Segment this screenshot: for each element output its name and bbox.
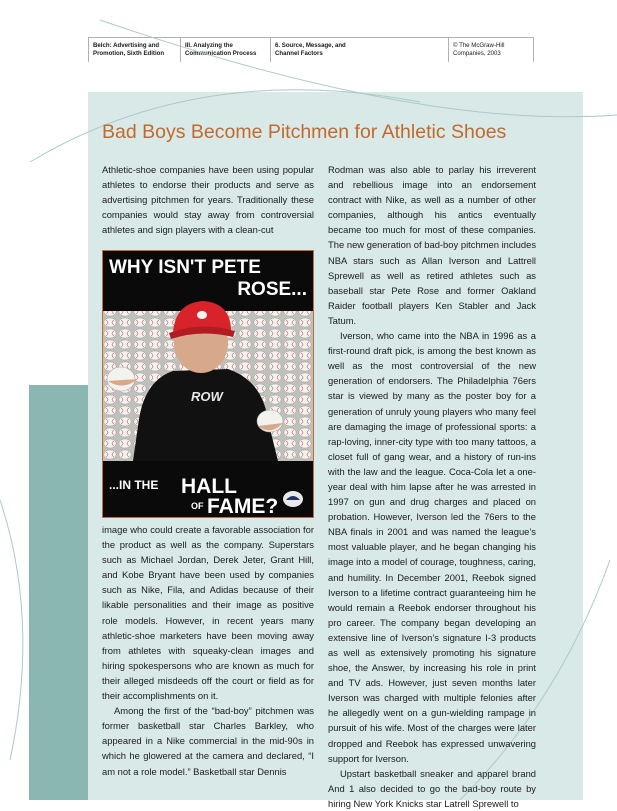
poster-footer-fame: FAME? — [207, 495, 279, 517]
poster-headline-2: ROSE... — [237, 279, 307, 300]
paragraph: Iverson, who came into the NBA in 1996 as a first-round draft pick, is among the best known as well as the most controversial of the new generation of endorsers. The Philadelphia 76ers star is viewed by many as the poster boy for a generation of unruly young players who many feel are damaging the image of professional sports: a rap-loving, inner-city type with too many tattoos, a closet full of gang wear, and a history of run-ins with the law and the league. Coca-Cola let a one-year deal with him lapse after he was arrested in 1997 on gun and drug charges and placed on probation. However, Iverson led the 76ers to the NBA finals in 2001 and was named the league’s most valuable player, and he began changing his image into a model of courage, toughness, caring, and humility. In December 2001, Reebok signed Iverson to a lifetime contract guaranteeing him he would remain a Reebok endorser throughout his pro career. The company began developing an extensive line of Iverson’s signature I-3 products as well as extensively promoting his signature shoe, the Answer, by increasing his role in print and TV ads. However, just seven months later Iverson was charged with multiple felonies after he allegedly went on a gun-wielding rampage in pursuit of his wife. Most of the charges were later dropped and Reebok has expressed unwavering support for Iverson. — [328, 330, 536, 764]
header-chapter: 6. Source, Message, and Channel Factors — [270, 38, 448, 62]
accent-bar — [29, 385, 88, 800]
article-title: Bad Boys Become Pitchmen for Athletic Shoes — [102, 121, 507, 143]
column-1-top — [102, 162, 314, 237]
poster-footer-in-the: ...IN THE — [109, 478, 159, 492]
paragraph: Athletic-shoe companies have been using popular athletes to endorse their products and serve as advertising pitchmen for years. Traditionally these companies would stay away from controversial athletes and sign players with a clean-cut — [102, 164, 314, 236]
poster-illustration — [103, 251, 313, 517]
header-part: III. Analyzing the Communication Process — [180, 38, 270, 62]
shirt-logo: ROW — [191, 389, 223, 404]
baseball-left — [107, 367, 135, 391]
paragraph: Among the first of the “bad-boy” pitchmen was former basketball star Charles Barkley, who appeared in a Nike commercial in the mid-90s in which he glowered at the camera and declared, “I am not a role model.” Basketball star Dennis — [102, 705, 314, 777]
paragraph: Upstart basketball sneaker and apparel brand And 1 also decided to go the bad-boy route by hiring New York Knicks star Latrell Sprewell to — [328, 767, 536, 809]
header-book-title: Belch: Advertising and Promotion, Sixth Edition — [88, 38, 180, 62]
column-2 — [328, 162, 536, 811]
paragraph: image who could create a favorable association for the product as well as the company. Superstars such as Michael Jordan, Derek Jeter, Grant Hill, and Kobe Bryant have been used by companies such as Nike, Fila, and Adidas because of their likable personalities and their image as positive role models. However, in recent years many athletic-shoe marketers have been moving away from athletes with squeaky-clean images and hiring spokespersons who are known as much for their alleged misdeeds off the court or field as for their accomplishments on it. — [102, 524, 314, 702]
running-header — [88, 37, 534, 62]
pete-rose-poster — [102, 250, 314, 518]
hall-of-fame-logo-icon — [283, 491, 303, 507]
poster-footer-of: OF — [191, 501, 204, 511]
column-1-bottom — [102, 522, 314, 779]
paragraph: Rodman was also able to parlay his irreverent and rebellious image into an endorsement contract with Nike, as well as a number of other companies, although his antics eventually became too much for most of these companies. The new generation of bad-boy pitchmen includes NBA stars such as Allan Iverson and Lattrell Sprewell as well as retired athletes such as baseball star Pete Rose and former Oakland Raider football players Ken Stabler and Jack Tatum. — [328, 164, 536, 326]
header-copyright: © The McGraw-Hill Companies, 2003 — [448, 38, 534, 62]
poster-footer-hall: HALL — [181, 475, 237, 498]
poster-headline-1: WHY ISN'T PETE — [109, 257, 261, 278]
